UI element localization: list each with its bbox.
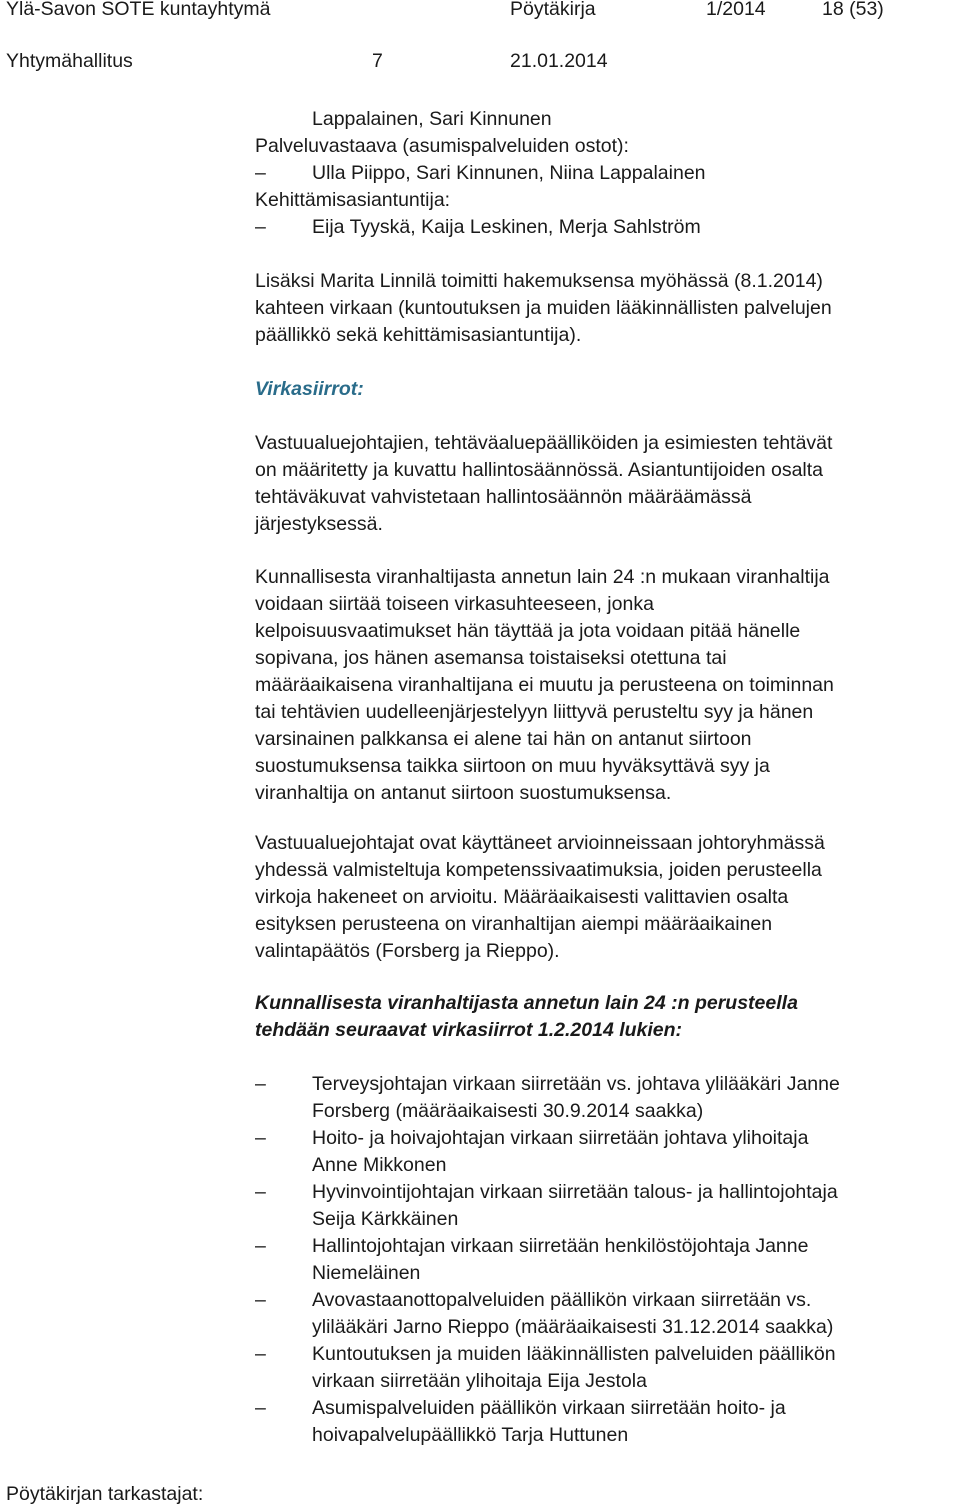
footer-inspectors-label: Pöytäkirjan tarkastajat: xyxy=(6,1483,204,1505)
dash-marker: – xyxy=(255,1181,266,1203)
meeting-number: 7 xyxy=(372,50,383,72)
top-list-role: Kehittämisasiantuntija: xyxy=(255,189,451,211)
dash-marker: – xyxy=(255,216,266,238)
dash-marker: – xyxy=(255,1235,266,1257)
late-application-note: Lisäksi Marita Linnilä toimitti hakemuksensa myöhässä (8.1.2014) kahteen virkaan (kuntoutuksen ja muiden lääkinnällisten palvelujen päällikkö sekä kehittämisasiantuntija). xyxy=(255,270,832,346)
section-heading: Virkasiirrot: xyxy=(255,378,364,400)
dash-marker: – xyxy=(255,1073,266,1095)
paragraph-law: Kunnallisesta viranhaltijasta annetun lain 24 :n mukaan viranhaltija voidaan siirtää toiseen virkasuhteeseen, jonka kelpoisuusvaatimukset hän täyttää ja jota voidaan pitää hänelle sopivana, jos hänen asemansa toistaiseksi otettuna tai määräaikaisena viranhaltijana ei muutu ja perusteena on toiminnan tai tehtävien uudelleenjärjestelyyn liittyvä perusteltu syy ja hänen varsinainen palkkansa ei alene tai hän on antanut siirtoon suostumuksensa taikka siirtoon on muu hyväksyttävä syy ja viranhaltija on antanut siirtoon suostumuksensa. xyxy=(255,566,834,804)
page-number: 18 (53) xyxy=(822,0,884,20)
dash-marker: – xyxy=(255,1397,266,1419)
doc-number: 1/2014 xyxy=(706,0,766,20)
doc-type: Pöytäkirja xyxy=(510,0,596,20)
governing-body: Yhtymähallitus xyxy=(6,50,133,72)
decision-statement: Kunnallisesta viranhaltijasta annetun lain 24 :n perusteella tehdään seuraavat virkasiirrot 1.2.2014 lukien: xyxy=(255,992,798,1041)
top-list-line: Eija Tyyskä, Kaija Leskinen, Merja Sahlström xyxy=(312,216,701,238)
top-list-line: Lappalainen, Sari Kinnunen xyxy=(312,108,552,130)
paragraph-assessment: Vastuualuejohtajat ovat käyttäneet arvioinneissaan johtoryhmässä yhdessä valmisteltuja kompetenssivaatimuksia, joiden perusteella virkoja hakeneet on arvioitu. Määräaikaisesti valittavien osalta esityksen perusteena on viranhaltijan aiempi määräaikainen valintapäätös (Forsberg ja Rieppo). xyxy=(255,832,825,962)
top-list-line: Ulla Piippo, Sari Kinnunen, Niina Lappalainen xyxy=(312,162,706,184)
org-name: Ylä-Savon SOTE kuntayhtymä xyxy=(6,0,271,20)
dash-marker: – xyxy=(255,1127,266,1149)
paragraph-duties: Vastuualuejohtajien, tehtäväaluepäälliköiden ja esimiesten tehtävät on määritetty ja kuvattu hallintosäännössä. Asiantuntijoiden osalta tehtäväkuvat vahvistetaan hallintosäännön määräämässä järjestyksessä. xyxy=(255,432,833,535)
meeting-date: 21.01.2014 xyxy=(510,50,608,72)
dash-marker: – xyxy=(255,162,266,184)
top-list-role: Palveluvastaava (asumispalveluiden ostot): xyxy=(255,135,629,157)
dash-marker: – xyxy=(255,1343,266,1365)
dash-marker: – xyxy=(255,1289,266,1311)
